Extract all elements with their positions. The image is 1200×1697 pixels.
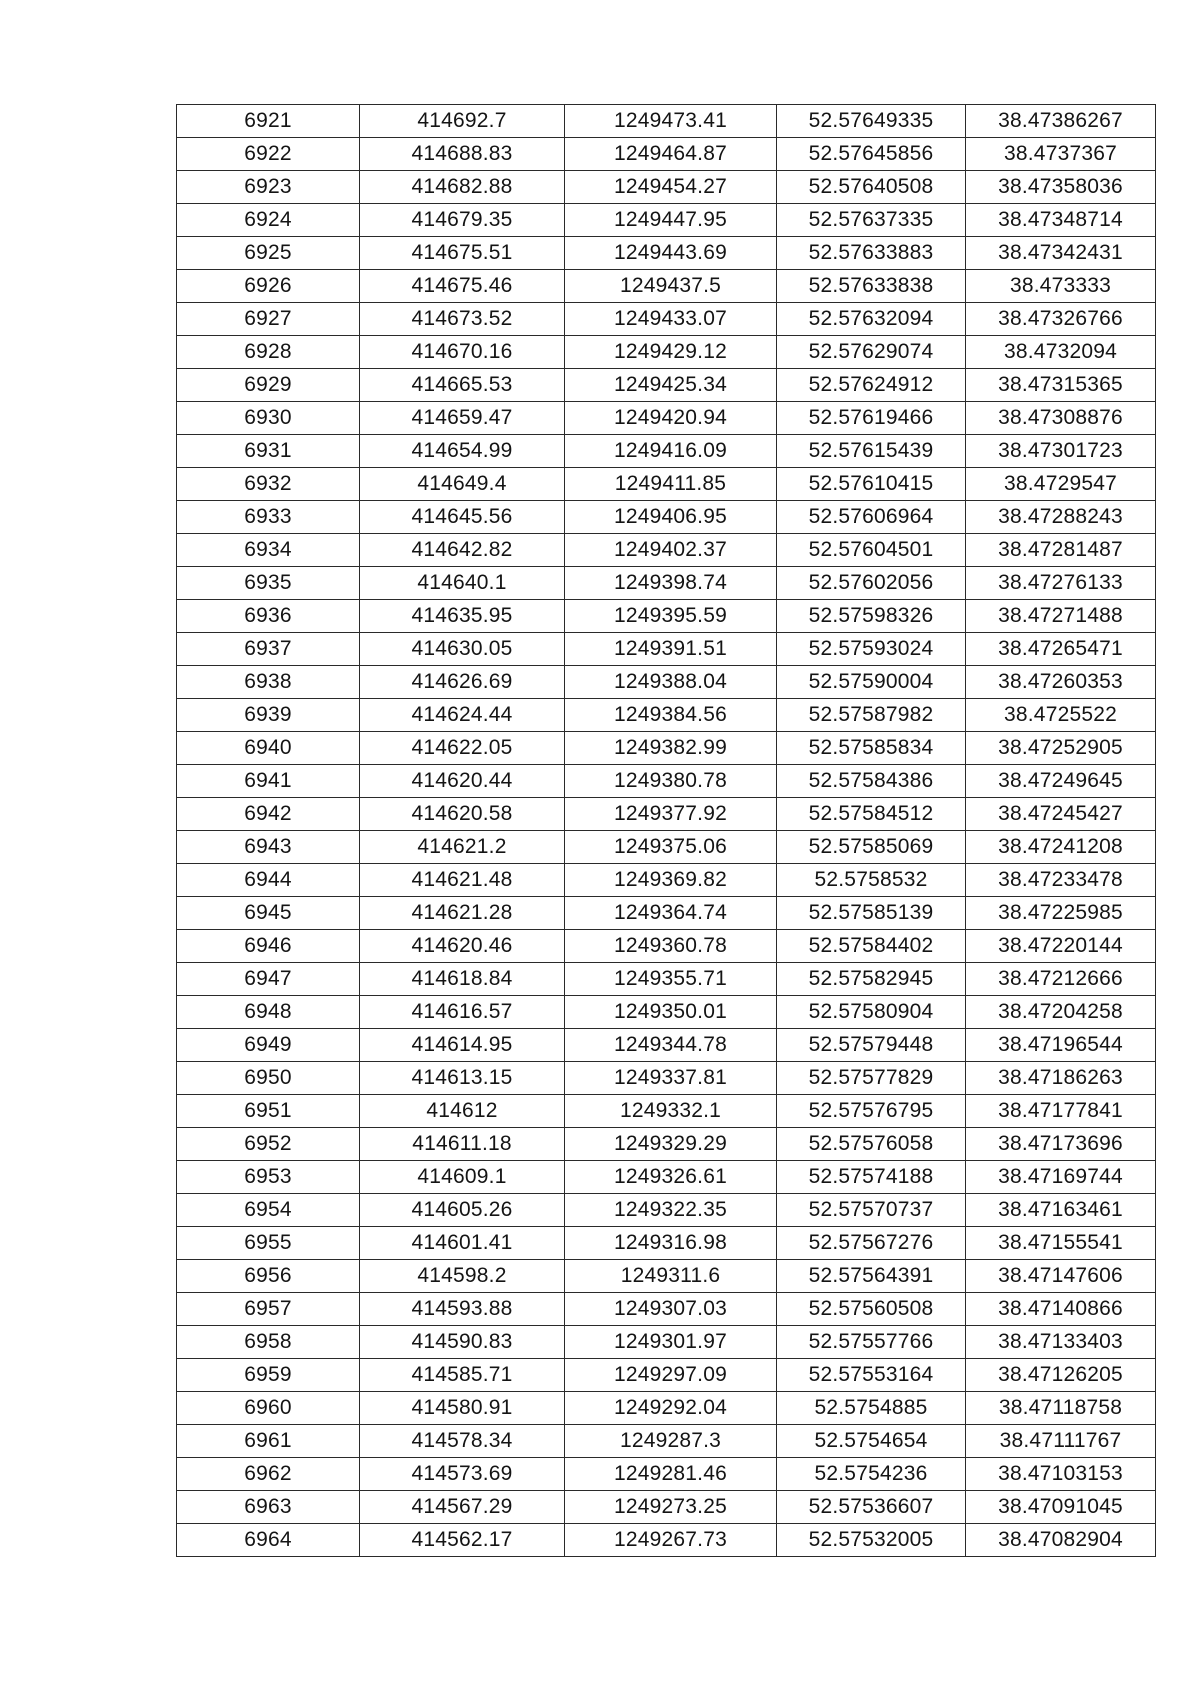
latitude-cell: 52.57585069: [777, 831, 966, 864]
x-coordinate-cell: 414593.88: [360, 1293, 565, 1326]
table-row: [177, 402, 1156, 435]
table-row: [177, 1359, 1156, 1392]
y-coordinate-cell: 1249281.46: [565, 1458, 777, 1491]
longitude-cell: 38.47091045: [966, 1491, 1156, 1524]
y-coordinate-cell: 1249364.74: [565, 897, 777, 930]
table-row: [177, 534, 1156, 567]
y-coordinate-cell: 1249420.94: [565, 402, 777, 435]
latitude-cell: 52.57587982: [777, 699, 966, 732]
point-number-cell: 6960: [177, 1392, 360, 1425]
x-coordinate-cell: 414635.95: [360, 600, 565, 633]
y-coordinate-cell: 1249388.04: [565, 666, 777, 699]
point-number-cell: 6941: [177, 765, 360, 798]
point-number-cell: 6953: [177, 1161, 360, 1194]
longitude-cell: 38.47212666: [966, 963, 1156, 996]
x-coordinate-cell: 414578.34: [360, 1425, 565, 1458]
x-coordinate-cell: 414692.7: [360, 105, 565, 138]
point-number-cell: 6924: [177, 204, 360, 237]
latitude-cell: 52.57576795: [777, 1095, 966, 1128]
longitude-cell: 38.47233478: [966, 864, 1156, 897]
latitude-cell: 52.57576058: [777, 1128, 966, 1161]
x-coordinate-cell: 414645.56: [360, 501, 565, 534]
longitude-cell: 38.47308876: [966, 402, 1156, 435]
latitude-cell: 52.57585834: [777, 732, 966, 765]
x-coordinate-cell: 414585.71: [360, 1359, 565, 1392]
y-coordinate-cell: 1249443.69: [565, 237, 777, 270]
point-number-cell: 6930: [177, 402, 360, 435]
latitude-cell: 52.57584512: [777, 798, 966, 831]
latitude-cell: 52.57602056: [777, 567, 966, 600]
point-number-cell: 6944: [177, 864, 360, 897]
x-coordinate-cell: 414620.58: [360, 798, 565, 831]
point-number-cell: 6942: [177, 798, 360, 831]
point-number-cell: 6959: [177, 1359, 360, 1392]
point-number-cell: 6936: [177, 600, 360, 633]
table-row: [177, 336, 1156, 369]
point-number-cell: 6951: [177, 1095, 360, 1128]
latitude-cell: 52.57590004: [777, 666, 966, 699]
longitude-cell: 38.47169744: [966, 1161, 1156, 1194]
table-row: [177, 765, 1156, 798]
x-coordinate-cell: 414620.44: [360, 765, 565, 798]
point-number-cell: 6950: [177, 1062, 360, 1095]
point-number-cell: 6947: [177, 963, 360, 996]
latitude-cell: 52.57610415: [777, 468, 966, 501]
point-number-cell: 6957: [177, 1293, 360, 1326]
x-coordinate-cell: 414675.46: [360, 270, 565, 303]
longitude-cell: 38.4725522: [966, 699, 1156, 732]
table-row: [177, 303, 1156, 336]
coordinates-table-body: [177, 105, 1156, 1557]
y-coordinate-cell: 1249273.25: [565, 1491, 777, 1524]
x-coordinate-cell: 414624.44: [360, 699, 565, 732]
table-row: [177, 204, 1156, 237]
y-coordinate-cell: 1249406.95: [565, 501, 777, 534]
longitude-cell: 38.47118758: [966, 1392, 1156, 1425]
y-coordinate-cell: 1249395.59: [565, 600, 777, 633]
point-number-cell: 6961: [177, 1425, 360, 1458]
y-coordinate-cell: 1249326.61: [565, 1161, 777, 1194]
latitude-cell: 52.57557766: [777, 1326, 966, 1359]
longitude-cell: 38.47186263: [966, 1062, 1156, 1095]
y-coordinate-cell: 1249433.07: [565, 303, 777, 336]
table-row: [177, 138, 1156, 171]
point-number-cell: 6956: [177, 1260, 360, 1293]
table-row: [177, 567, 1156, 600]
latitude-cell: 52.57532005: [777, 1524, 966, 1557]
latitude-cell: 52.57598326: [777, 600, 966, 633]
latitude-cell: 52.57615439: [777, 435, 966, 468]
y-coordinate-cell: 1249382.99: [565, 732, 777, 765]
x-coordinate-cell: 414688.83: [360, 138, 565, 171]
table-row: [177, 1227, 1156, 1260]
y-coordinate-cell: 1249375.06: [565, 831, 777, 864]
table-row: [177, 963, 1156, 996]
y-coordinate-cell: 1249297.09: [565, 1359, 777, 1392]
point-number-cell: 6934: [177, 534, 360, 567]
y-coordinate-cell: 1249329.29: [565, 1128, 777, 1161]
table-row: [177, 930, 1156, 963]
x-coordinate-cell: 414621.28: [360, 897, 565, 930]
longitude-cell: 38.47111767: [966, 1425, 1156, 1458]
table-row: [177, 1293, 1156, 1326]
table-row: [177, 468, 1156, 501]
y-coordinate-cell: 1249322.35: [565, 1194, 777, 1227]
point-number-cell: 6964: [177, 1524, 360, 1557]
longitude-cell: 38.4737367: [966, 138, 1156, 171]
x-coordinate-cell: 414622.05: [360, 732, 565, 765]
table-row: [177, 1029, 1156, 1062]
table-row: [177, 897, 1156, 930]
y-coordinate-cell: 1249384.56: [565, 699, 777, 732]
x-coordinate-cell: 414611.18: [360, 1128, 565, 1161]
x-coordinate-cell: 414614.95: [360, 1029, 565, 1062]
latitude-cell: 52.57624912: [777, 369, 966, 402]
longitude-cell: 38.47358036: [966, 171, 1156, 204]
longitude-cell: 38.47245427: [966, 798, 1156, 831]
latitude-cell: 52.57619466: [777, 402, 966, 435]
x-coordinate-cell: 414621.2: [360, 831, 565, 864]
y-coordinate-cell: 1249355.71: [565, 963, 777, 996]
longitude-cell: 38.47126205: [966, 1359, 1156, 1392]
latitude-cell: 52.5758532: [777, 864, 966, 897]
point-number-cell: 6928: [177, 336, 360, 369]
x-coordinate-cell: 414626.69: [360, 666, 565, 699]
table-row: [177, 831, 1156, 864]
latitude-cell: 52.57584402: [777, 930, 966, 963]
longitude-cell: 38.47252905: [966, 732, 1156, 765]
latitude-cell: 52.57580904: [777, 996, 966, 1029]
latitude-cell: 52.57632094: [777, 303, 966, 336]
latitude-cell: 52.57560508: [777, 1293, 966, 1326]
table-row: [177, 1194, 1156, 1227]
longitude-cell: 38.47140866: [966, 1293, 1156, 1326]
y-coordinate-cell: 1249473.41: [565, 105, 777, 138]
latitude-cell: 52.57553164: [777, 1359, 966, 1392]
longitude-cell: 38.47173696: [966, 1128, 1156, 1161]
longitude-cell: 38.47225985: [966, 897, 1156, 930]
longitude-cell: 38.47260353: [966, 666, 1156, 699]
y-coordinate-cell: 1249425.34: [565, 369, 777, 402]
longitude-cell: 38.4732094: [966, 336, 1156, 369]
latitude-cell: 52.57564391: [777, 1260, 966, 1293]
longitude-cell: 38.47326766: [966, 303, 1156, 336]
y-coordinate-cell: 1249332.1: [565, 1095, 777, 1128]
table-row: [177, 369, 1156, 402]
longitude-cell: 38.47177841: [966, 1095, 1156, 1128]
y-coordinate-cell: 1249350.01: [565, 996, 777, 1029]
longitude-cell: 38.4729547: [966, 468, 1156, 501]
point-number-cell: 6939: [177, 699, 360, 732]
point-number-cell: 6963: [177, 1491, 360, 1524]
y-coordinate-cell: 1249301.97: [565, 1326, 777, 1359]
y-coordinate-cell: 1249437.5: [565, 270, 777, 303]
longitude-cell: 38.47196544: [966, 1029, 1156, 1062]
point-number-cell: 6922: [177, 138, 360, 171]
y-coordinate-cell: 1249377.92: [565, 798, 777, 831]
table-row: [177, 1095, 1156, 1128]
latitude-cell: 52.5754654: [777, 1425, 966, 1458]
latitude-cell: 52.5754885: [777, 1392, 966, 1425]
longitude-cell: 38.47133403: [966, 1326, 1156, 1359]
latitude-cell: 52.57536607: [777, 1491, 966, 1524]
table-row: [177, 864, 1156, 897]
longitude-cell: 38.47155541: [966, 1227, 1156, 1260]
x-coordinate-cell: 414630.05: [360, 633, 565, 666]
y-coordinate-cell: 1249464.87: [565, 138, 777, 171]
longitude-cell: 38.47249645: [966, 765, 1156, 798]
latitude-cell: 52.57584386: [777, 765, 966, 798]
point-number-cell: 6921: [177, 105, 360, 138]
table-row: [177, 1062, 1156, 1095]
x-coordinate-cell: 414573.69: [360, 1458, 565, 1491]
y-coordinate-cell: 1249398.74: [565, 567, 777, 600]
point-number-cell: 6927: [177, 303, 360, 336]
y-coordinate-cell: 1249416.09: [565, 435, 777, 468]
longitude-cell: 38.47276133: [966, 567, 1156, 600]
table-row: [177, 666, 1156, 699]
table-row: [177, 1392, 1156, 1425]
longitude-cell: 38.47220144: [966, 930, 1156, 963]
y-coordinate-cell: 1249380.78: [565, 765, 777, 798]
latitude-cell: 52.57574188: [777, 1161, 966, 1194]
latitude-cell: 52.57570737: [777, 1194, 966, 1227]
point-number-cell: 6932: [177, 468, 360, 501]
table-row: [177, 501, 1156, 534]
y-coordinate-cell: 1249307.03: [565, 1293, 777, 1326]
x-coordinate-cell: 414612: [360, 1095, 565, 1128]
table-row: [177, 996, 1156, 1029]
x-coordinate-cell: 414665.53: [360, 369, 565, 402]
point-number-cell: 6937: [177, 633, 360, 666]
table-row: [177, 237, 1156, 270]
x-coordinate-cell: 414659.47: [360, 402, 565, 435]
latitude-cell: 52.57649335: [777, 105, 966, 138]
y-coordinate-cell: 1249454.27: [565, 171, 777, 204]
latitude-cell: 52.57633838: [777, 270, 966, 303]
x-coordinate-cell: 414562.17: [360, 1524, 565, 1557]
table-row: [177, 1128, 1156, 1161]
x-coordinate-cell: 414673.52: [360, 303, 565, 336]
longitude-cell: 38.47288243: [966, 501, 1156, 534]
longitude-cell: 38.47342431: [966, 237, 1156, 270]
x-coordinate-cell: 414675.51: [360, 237, 565, 270]
y-coordinate-cell: 1249311.6: [565, 1260, 777, 1293]
table-row: [177, 1425, 1156, 1458]
point-number-cell: 6938: [177, 666, 360, 699]
x-coordinate-cell: 414567.29: [360, 1491, 565, 1524]
longitude-cell: 38.47103153: [966, 1458, 1156, 1491]
table-row: [177, 798, 1156, 831]
x-coordinate-cell: 414609.1: [360, 1161, 565, 1194]
x-coordinate-cell: 414670.16: [360, 336, 565, 369]
point-number-cell: 6923: [177, 171, 360, 204]
table-row: [177, 633, 1156, 666]
y-coordinate-cell: 1249292.04: [565, 1392, 777, 1425]
y-coordinate-cell: 1249402.37: [565, 534, 777, 567]
table-row: [177, 1524, 1156, 1557]
x-coordinate-cell: 414654.99: [360, 435, 565, 468]
x-coordinate-cell: 414580.91: [360, 1392, 565, 1425]
latitude-cell: 52.57585139: [777, 897, 966, 930]
point-number-cell: 6948: [177, 996, 360, 1029]
latitude-cell: 52.57579448: [777, 1029, 966, 1062]
longitude-cell: 38.47348714: [966, 204, 1156, 237]
point-number-cell: 6958: [177, 1326, 360, 1359]
x-coordinate-cell: 414616.57: [360, 996, 565, 1029]
x-coordinate-cell: 414613.15: [360, 1062, 565, 1095]
latitude-cell: 52.57582945: [777, 963, 966, 996]
point-number-cell: 6949: [177, 1029, 360, 1062]
latitude-cell: 52.57633883: [777, 237, 966, 270]
y-coordinate-cell: 1249344.78: [565, 1029, 777, 1062]
x-coordinate-cell: 414642.82: [360, 534, 565, 567]
longitude-cell: 38.47241208: [966, 831, 1156, 864]
latitude-cell: 52.57637335: [777, 204, 966, 237]
y-coordinate-cell: 1249447.95: [565, 204, 777, 237]
longitude-cell: 38.47163461: [966, 1194, 1156, 1227]
table-row: [177, 600, 1156, 633]
longitude-cell: 38.47147606: [966, 1260, 1156, 1293]
x-coordinate-cell: 414598.2: [360, 1260, 565, 1293]
x-coordinate-cell: 414682.88: [360, 171, 565, 204]
point-number-cell: 6954: [177, 1194, 360, 1227]
y-coordinate-cell: 1249411.85: [565, 468, 777, 501]
table-row: [177, 1491, 1156, 1524]
longitude-cell: 38.47271488: [966, 600, 1156, 633]
latitude-cell: 52.57645856: [777, 138, 966, 171]
table-row: [177, 1326, 1156, 1359]
point-number-cell: 6935: [177, 567, 360, 600]
latitude-cell: 52.57629074: [777, 336, 966, 369]
point-number-cell: 6933: [177, 501, 360, 534]
longitude-cell: 38.47386267: [966, 105, 1156, 138]
point-number-cell: 6943: [177, 831, 360, 864]
y-coordinate-cell: 1249337.81: [565, 1062, 777, 1095]
point-number-cell: 6931: [177, 435, 360, 468]
x-coordinate-cell: 414605.26: [360, 1194, 565, 1227]
longitude-cell: 38.47265471: [966, 633, 1156, 666]
latitude-cell: 52.57604501: [777, 534, 966, 567]
y-coordinate-cell: 1249369.82: [565, 864, 777, 897]
point-number-cell: 6962: [177, 1458, 360, 1491]
longitude-cell: 38.47315365: [966, 369, 1156, 402]
table-row: [177, 1458, 1156, 1491]
point-number-cell: 6929: [177, 369, 360, 402]
longitude-cell: 38.47301723: [966, 435, 1156, 468]
longitude-cell: 38.473333: [966, 270, 1156, 303]
point-number-cell: 6925: [177, 237, 360, 270]
point-number-cell: 6926: [177, 270, 360, 303]
latitude-cell: 52.57606964: [777, 501, 966, 534]
y-coordinate-cell: 1249360.78: [565, 930, 777, 963]
table-row: [177, 699, 1156, 732]
point-number-cell: 6940: [177, 732, 360, 765]
table-row: [177, 105, 1156, 138]
latitude-cell: 52.57593024: [777, 633, 966, 666]
x-coordinate-cell: 414649.4: [360, 468, 565, 501]
coordinates-table: [176, 104, 1156, 1557]
longitude-cell: 38.47082904: [966, 1524, 1156, 1557]
longitude-cell: 38.47281487: [966, 534, 1156, 567]
point-number-cell: 6955: [177, 1227, 360, 1260]
point-number-cell: 6946: [177, 930, 360, 963]
x-coordinate-cell: 414590.83: [360, 1326, 565, 1359]
y-coordinate-cell: 1249316.98: [565, 1227, 777, 1260]
x-coordinate-cell: 414618.84: [360, 963, 565, 996]
latitude-cell: 52.57640508: [777, 171, 966, 204]
point-number-cell: 6945: [177, 897, 360, 930]
longitude-cell: 38.47204258: [966, 996, 1156, 1029]
x-coordinate-cell: 414620.46: [360, 930, 565, 963]
table-row: [177, 1260, 1156, 1293]
y-coordinate-cell: 1249287.3: [565, 1425, 777, 1458]
table-row: [177, 732, 1156, 765]
x-coordinate-cell: 414601.41: [360, 1227, 565, 1260]
x-coordinate-cell: 414621.48: [360, 864, 565, 897]
latitude-cell: 52.5754236: [777, 1458, 966, 1491]
point-number-cell: 6952: [177, 1128, 360, 1161]
y-coordinate-cell: 1249429.12: [565, 336, 777, 369]
table-row: [177, 270, 1156, 303]
table-row: [177, 1161, 1156, 1194]
y-coordinate-cell: 1249391.51: [565, 633, 777, 666]
table-row: [177, 171, 1156, 204]
latitude-cell: 52.57577829: [777, 1062, 966, 1095]
table-row: [177, 435, 1156, 468]
x-coordinate-cell: 414640.1: [360, 567, 565, 600]
x-coordinate-cell: 414679.35: [360, 204, 565, 237]
latitude-cell: 52.57567276: [777, 1227, 966, 1260]
y-coordinate-cell: 1249267.73: [565, 1524, 777, 1557]
